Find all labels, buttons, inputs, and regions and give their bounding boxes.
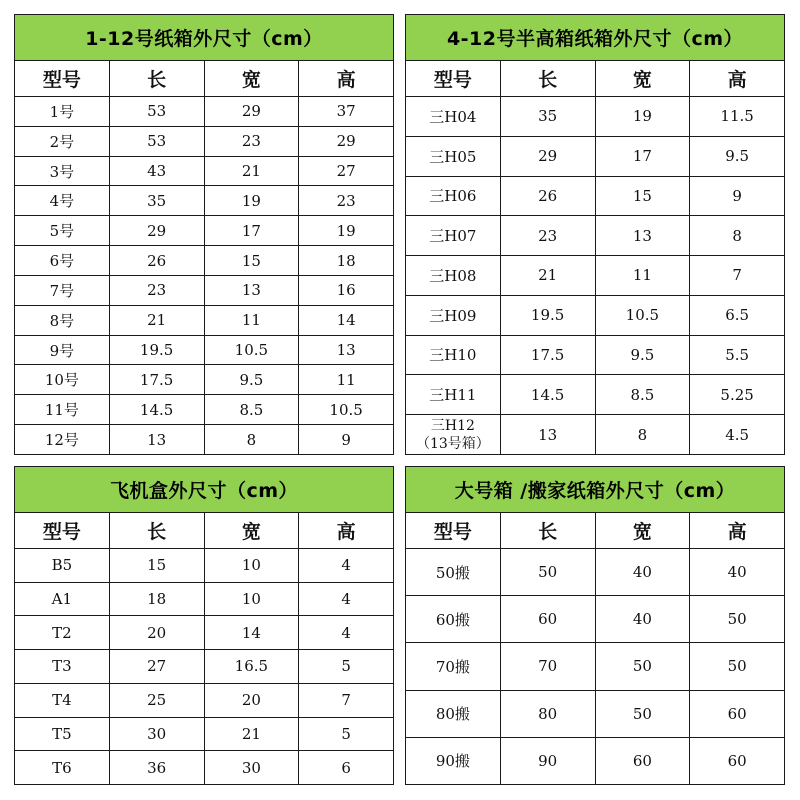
table-cell: 30: [204, 751, 299, 785]
table-cell: 25: [109, 683, 204, 717]
table-cell: 三H05: [406, 136, 501, 176]
table-cell: 43: [109, 156, 204, 186]
table-cell: 35: [109, 186, 204, 216]
table-cell: 19: [299, 216, 394, 246]
table-row: [15, 305, 394, 335]
table-cell: 4号: [15, 186, 110, 216]
table-cell: 60: [690, 737, 785, 784]
table-row: [406, 295, 785, 335]
table-cell: T6: [15, 751, 110, 785]
table-row: [406, 136, 785, 176]
table-row: [15, 751, 394, 785]
table-row: [15, 683, 394, 717]
table-cell: 9: [690, 176, 785, 216]
table-cell: 6号: [15, 246, 110, 276]
table-cell: 三H12 （13号箱）: [406, 415, 501, 455]
table-cell: 5号: [15, 216, 110, 246]
table-cell: 6: [299, 751, 394, 785]
table-mailer-boxes: [14, 466, 394, 784]
table-cell: 13: [595, 216, 690, 256]
table-cell: 三H09: [406, 295, 501, 335]
table-moving-boxes: [405, 466, 785, 784]
table-cell: 9号: [15, 335, 110, 365]
table-cell: 16.5: [204, 650, 299, 684]
table-cell: 15: [109, 549, 204, 583]
table-cell: 60: [595, 737, 690, 784]
table-title: 4-12号半高箱纸箱外尺寸（cm）: [406, 15, 785, 61]
table-cell: 50: [595, 643, 690, 690]
table-cell: 11: [595, 256, 690, 296]
table-standard-boxes: [14, 14, 394, 454]
table-cell: 60: [500, 596, 595, 643]
table-cell: 三H07: [406, 216, 501, 256]
table-cell: T3: [15, 650, 110, 684]
table-cell: 三H10: [406, 335, 501, 375]
table-cell: 36: [109, 751, 204, 785]
table-cell: 10.5: [595, 295, 690, 335]
table-cell: 21: [500, 256, 595, 296]
table-cell: 40: [595, 596, 690, 643]
column-header: 宽: [595, 61, 690, 97]
column-header: 宽: [595, 513, 690, 549]
table-cell: 4.5: [690, 415, 785, 455]
table-cell: 11.5: [690, 97, 785, 137]
table-cell: 40: [690, 549, 785, 596]
table-cell: 50: [595, 690, 690, 737]
table-cell: 10.5: [299, 395, 394, 425]
table-cell: 8: [595, 415, 690, 455]
table-cell: 11: [204, 305, 299, 335]
table-cell: 21: [204, 717, 299, 751]
table-cell: 14: [204, 616, 299, 650]
table-cell: 8.5: [595, 375, 690, 415]
table-cell: 9.5: [690, 136, 785, 176]
table-cell: 50: [500, 549, 595, 596]
table-row: [406, 375, 785, 415]
table-cell: 29: [109, 216, 204, 246]
table-cell: 5: [299, 650, 394, 684]
column-header: 长: [109, 513, 204, 549]
table-cell: 23: [204, 126, 299, 156]
table-cell: 35: [500, 97, 595, 137]
table-cell: 70: [500, 643, 595, 690]
table-cell: 13: [109, 425, 204, 455]
table-cell: 5.5: [690, 335, 785, 375]
table-row: [15, 186, 394, 216]
table-cell: 40: [595, 549, 690, 596]
table-cell: 80搬: [406, 690, 501, 737]
table-row: [406, 643, 785, 690]
table-row: [406, 690, 785, 737]
table-cell: 13: [204, 275, 299, 305]
table-cell: 8.5: [204, 395, 299, 425]
size-table: [14, 14, 394, 455]
table-cell: 14.5: [109, 395, 204, 425]
table-cell: 90搬: [406, 737, 501, 784]
table-cell: 三H06: [406, 176, 501, 216]
table-cell: 10号: [15, 365, 110, 395]
table-row: [15, 650, 394, 684]
table-row: [15, 126, 394, 156]
table-row: [15, 216, 394, 246]
table-cell: 14.5: [500, 375, 595, 415]
table-cell: 23: [299, 186, 394, 216]
size-table: [405, 14, 785, 455]
table-row: [15, 717, 394, 751]
table-cell: 4: [299, 582, 394, 616]
table-cell: 三H08: [406, 256, 501, 296]
table-cell: 15: [204, 246, 299, 276]
table-row: [15, 275, 394, 305]
table-cell: 23: [500, 216, 595, 256]
column-header: 宽: [204, 61, 299, 97]
table-cell: 17: [204, 216, 299, 246]
table-row: [406, 256, 785, 296]
table-cell: 9: [299, 425, 394, 455]
table-cell: 29: [500, 136, 595, 176]
column-header: 型号: [406, 61, 501, 97]
table-cell: 3号: [15, 156, 110, 186]
table-cell: 27: [109, 650, 204, 684]
table-cell: 26: [109, 246, 204, 276]
column-header: 型号: [406, 513, 501, 549]
table-row: [15, 425, 394, 455]
table-row: [406, 176, 785, 216]
table-row: [406, 596, 785, 643]
table-cell: 10: [204, 549, 299, 583]
table-cell: 15: [595, 176, 690, 216]
table-row: [15, 582, 394, 616]
column-header: 长: [500, 513, 595, 549]
column-header: 高: [690, 61, 785, 97]
table-row: [15, 616, 394, 650]
column-header: 高: [690, 513, 785, 549]
table-cell: 27: [299, 156, 394, 186]
table-cell: 16: [299, 275, 394, 305]
table-row: [15, 156, 394, 186]
column-header: 高: [299, 61, 394, 97]
table-row: [406, 97, 785, 137]
table-cell: 21: [204, 156, 299, 186]
table-cell: 2号: [15, 126, 110, 156]
table-cell: 23: [109, 275, 204, 305]
column-header: 高: [299, 513, 394, 549]
table-cell: 6.5: [690, 295, 785, 335]
table-cell: 13: [299, 335, 394, 365]
table-cell: 4: [299, 616, 394, 650]
table-cell: 7: [299, 683, 394, 717]
table-cell: 17: [595, 136, 690, 176]
column-header: 型号: [15, 513, 110, 549]
table-cell: 19.5: [109, 335, 204, 365]
table-cell: 37: [299, 97, 394, 127]
table-cell: 三H04: [406, 97, 501, 137]
table-cell: 7: [690, 256, 785, 296]
table-cell: 5.25: [690, 375, 785, 415]
table-cell: 19: [204, 186, 299, 216]
table-cell: 53: [109, 97, 204, 127]
table-cell: 20: [204, 683, 299, 717]
table-cell: 9.5: [595, 335, 690, 375]
table-cell: 1号: [15, 97, 110, 127]
table-cell: 18: [109, 582, 204, 616]
table-cell: 14: [299, 305, 394, 335]
table-cell: 13: [500, 415, 595, 455]
table-cell: 8: [690, 216, 785, 256]
table-cell: 7号: [15, 275, 110, 305]
table-cell: 50搬: [406, 549, 501, 596]
table-cell: 20: [109, 616, 204, 650]
table-cell: 50: [690, 596, 785, 643]
table-cell: 19: [595, 97, 690, 137]
table-cell: T4: [15, 683, 110, 717]
table-cell: 70搬: [406, 643, 501, 690]
table-cell: 53: [109, 126, 204, 156]
column-header: 宽: [204, 513, 299, 549]
table-row: [15, 395, 394, 425]
table-cell: 29: [204, 97, 299, 127]
column-header: 长: [109, 61, 204, 97]
table-title: 1-12号纸箱外尺寸（cm）: [15, 15, 394, 61]
table-row: [15, 365, 394, 395]
table-cell: 60: [690, 690, 785, 737]
table-cell: 9.5: [204, 365, 299, 395]
table-cell: 10.5: [204, 335, 299, 365]
table-cell: 17.5: [109, 365, 204, 395]
table-row: [15, 549, 394, 583]
size-table: [14, 466, 394, 785]
table-cell: 21: [109, 305, 204, 335]
table-cell: 29: [299, 126, 394, 156]
table-cell: 11: [299, 365, 394, 395]
table-row: [15, 335, 394, 365]
table-cell: B5: [15, 549, 110, 583]
table-cell: 60搬: [406, 596, 501, 643]
table-cell: A1: [15, 582, 110, 616]
table-row: [15, 246, 394, 276]
table-row: [406, 737, 785, 784]
table-cell: 8号: [15, 305, 110, 335]
table-title: 大号箱 /搬家纸箱外尺寸（cm）: [406, 467, 785, 513]
table-cell: 30: [109, 717, 204, 751]
table-cell: 10: [204, 582, 299, 616]
table-row: [406, 335, 785, 375]
table-cell: 19.5: [500, 295, 595, 335]
table-cell: 90: [500, 737, 595, 784]
table-half-height-boxes: [405, 14, 785, 454]
table-cell: 5: [299, 717, 394, 751]
table-cell: 三H11: [406, 375, 501, 415]
table-row: [406, 415, 785, 455]
table-cell: 17.5: [500, 335, 595, 375]
size-table: [405, 466, 785, 785]
table-cell: T5: [15, 717, 110, 751]
column-header: 型号: [15, 61, 110, 97]
table-row: [406, 549, 785, 596]
table-cell: 12号: [15, 425, 110, 455]
table-cell: 11号: [15, 395, 110, 425]
table-title: 飞机盒外尺寸（cm）: [15, 467, 394, 513]
table-cell: 4: [299, 549, 394, 583]
table-cell: 50: [690, 643, 785, 690]
table-cell: 18: [299, 246, 394, 276]
table-row: [406, 216, 785, 256]
table-cell: 26: [500, 176, 595, 216]
table-row: [15, 97, 394, 127]
column-header: 长: [500, 61, 595, 97]
table-cell: 80: [500, 690, 595, 737]
table-cell: 8: [204, 425, 299, 455]
table-cell: T2: [15, 616, 110, 650]
